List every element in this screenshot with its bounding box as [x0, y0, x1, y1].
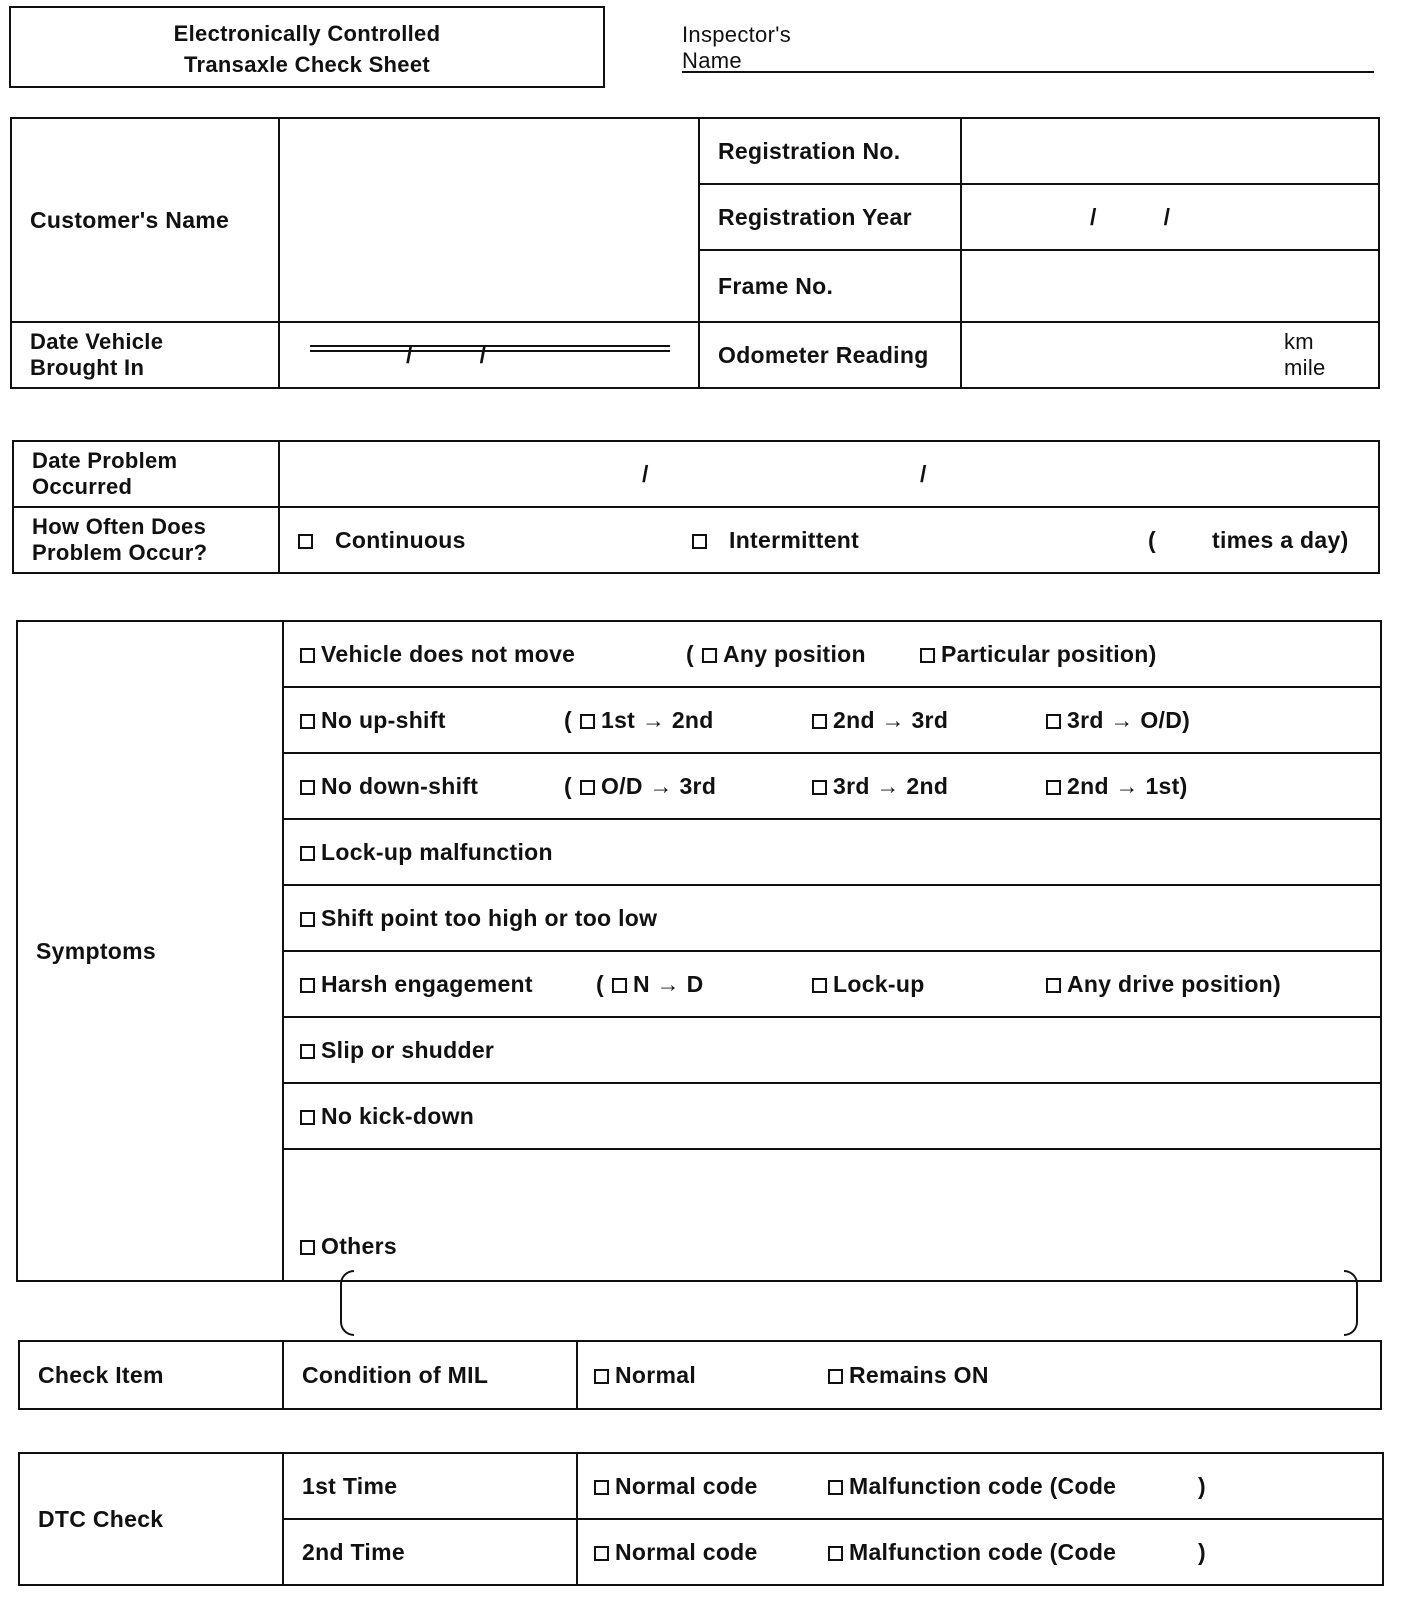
checkbox-icon[interactable] [300, 780, 315, 795]
symptom-open-paren: ( [564, 707, 572, 733]
checkbox-icon[interactable] [580, 780, 595, 795]
dtc-check-table [18, 1452, 1384, 1586]
checkbox-icon[interactable] [702, 648, 717, 663]
symptom-row [283, 885, 1381, 951]
date-slash-1: / [642, 461, 649, 487]
dtc-first-time-label: 1st Time [283, 1453, 577, 1519]
date-problem-field[interactable] [279, 441, 1379, 507]
symptom-slip-shudder[interactable]: Slip or shudder [300, 1037, 494, 1063]
symptom-option[interactable]: 1st → 2nd [580, 707, 714, 733]
checkbox-icon[interactable] [828, 1546, 843, 1561]
dtc-first-options [577, 1453, 1383, 1519]
checkbox-icon[interactable] [828, 1369, 843, 1384]
symptoms-label: Symptoms [17, 621, 283, 1281]
checkbox-icon[interactable] [300, 1044, 315, 1059]
dtc-check-label: DTC Check [19, 1453, 283, 1585]
others-open-bracket [340, 1270, 354, 1336]
symptom-row [283, 1017, 1381, 1083]
checkbox-icon[interactable] [812, 714, 827, 729]
sheet-title [9, 6, 605, 88]
inspector-name-label: Inspector's Name [682, 22, 791, 73]
symptom-option[interactable]: 3rd → O/D) [1046, 707, 1190, 733]
checkbox-icon[interactable] [692, 534, 707, 549]
mil-normal-option[interactable]: Normal [594, 1362, 696, 1388]
symptom-others[interactable]: Others [300, 1233, 397, 1259]
others-text-field[interactable] [360, 1273, 1336, 1333]
dtc-second-options [577, 1519, 1383, 1585]
symptoms-table [16, 620, 1382, 1282]
times-a-day-field[interactable]: times a day) [1212, 527, 1349, 553]
symptom-option[interactable]: 2nd → 1st) [1046, 773, 1188, 799]
symptom-option[interactable]: 3rd → 2nd [812, 773, 948, 799]
dtc-code-close-paren: ) [1198, 1539, 1206, 1565]
checkbox-icon[interactable] [812, 780, 827, 795]
frame-no-label: Frame No. [699, 250, 961, 322]
how-often-label: How Often Does Problem Occur? [13, 507, 279, 573]
inspector-name-field[interactable] [682, 71, 1374, 73]
check-item-label: Check Item [19, 1341, 283, 1409]
title-line-1: Electronically Controlled [173, 21, 441, 46]
checkbox-icon[interactable] [300, 714, 315, 729]
checkbox-icon[interactable] [300, 1110, 315, 1125]
customer-name-label: Customer's Name [11, 118, 279, 322]
symptom-row [283, 687, 1381, 753]
odometer-label: Odometer Reading [699, 322, 961, 388]
mil-remains-on-option[interactable]: Remains ON [828, 1362, 989, 1388]
unit-mile: mile [1284, 355, 1326, 380]
symptom-option[interactable]: N → D [612, 971, 704, 997]
symptom-option[interactable]: Any position [702, 641, 866, 667]
odometer-field[interactable] [961, 322, 1379, 388]
date-slash-2: / [920, 461, 927, 487]
checkbox-icon[interactable] [594, 1546, 609, 1561]
symptom-shift-point[interactable]: Shift point too high or too low [300, 905, 657, 931]
title-line-2: Transaxle Check Sheet [184, 52, 430, 77]
registration-no-field[interactable] [961, 118, 1379, 184]
customer-name-field[interactable] [279, 118, 699, 322]
registration-year-label: Registration Year [699, 184, 961, 250]
dtc-normal-code-option[interactable]: Normal code [594, 1539, 758, 1565]
symptom-option[interactable]: Particular position) [920, 641, 1157, 667]
symptom-row [283, 621, 1381, 687]
checkbox-icon[interactable] [594, 1480, 609, 1495]
checkbox-icon[interactable] [580, 714, 595, 729]
unit-km: km [1284, 329, 1314, 354]
checkbox-icon[interactable] [1046, 780, 1061, 795]
symptom-open-paren: ( [686, 641, 694, 667]
problem-table [12, 440, 1380, 574]
symptom-no-upshift[interactable]: No up-shift [300, 707, 446, 733]
check-item-table [18, 1340, 1382, 1410]
registration-year-field[interactable]: / / [961, 184, 1379, 250]
dtc-malfunction-code-option[interactable]: Malfunction code (Code [828, 1473, 1116, 1499]
mil-options [577, 1341, 1381, 1409]
checkbox-icon[interactable] [1046, 978, 1061, 993]
symptom-open-paren: ( [596, 971, 604, 997]
checkbox-icon[interactable] [300, 978, 315, 993]
symptom-lockup-malfunction[interactable]: Lock-up malfunction [300, 839, 553, 865]
checkbox-icon[interactable] [300, 912, 315, 927]
checkbox-icon[interactable] [298, 534, 313, 549]
frame-no-field[interactable] [961, 250, 1379, 322]
option-continuous[interactable]: Continuous [298, 527, 466, 553]
dtc-code-close-paren: ) [1198, 1473, 1206, 1499]
vehicle-info-table [10, 117, 1380, 389]
symptom-no-move[interactable]: Vehicle does not move [300, 641, 575, 667]
symptom-row [283, 753, 1381, 819]
symptom-harsh-engagement[interactable]: Harsh engagement [300, 971, 533, 997]
symptom-row [283, 819, 1381, 885]
checkbox-icon[interactable] [612, 978, 627, 993]
symptom-no-kickdown[interactable]: No kick-down [300, 1103, 474, 1129]
checkbox-icon[interactable] [920, 648, 935, 663]
checkbox-icon[interactable] [812, 978, 827, 993]
customer-name-underline [310, 345, 670, 352]
symptom-option[interactable]: 2nd → 3rd [812, 707, 948, 733]
checkbox-icon[interactable] [1046, 714, 1061, 729]
symptom-no-downshift[interactable]: No down-shift [300, 773, 478, 799]
symptom-row-others [283, 1149, 1381, 1281]
others-close-bracket [1344, 1270, 1358, 1336]
date-problem-label: Date Problem Occurred [13, 441, 279, 507]
symptom-option[interactable]: Any drive position) [1046, 971, 1281, 997]
checkbox-icon[interactable] [300, 1240, 315, 1255]
condition-mil-label: Condition of MIL [283, 1341, 577, 1409]
dtc-second-time-label: 2nd Time [283, 1519, 577, 1585]
checkbox-icon[interactable] [828, 1480, 843, 1495]
symptom-option[interactable]: Lock-up [812, 971, 925, 997]
dtc-normal-code-option[interactable]: Normal code [594, 1473, 758, 1499]
how-often-field [279, 507, 1379, 573]
checkbox-icon[interactable] [300, 846, 315, 861]
date-brought-in-field[interactable]: / / [279, 322, 699, 388]
checkbox-icon[interactable] [594, 1369, 609, 1384]
date-brought-in-label: Date Vehicle Brought In [11, 322, 279, 388]
option-intermittent[interactable]: Intermittent [692, 527, 859, 553]
registration-no-label: Registration No. [699, 118, 961, 184]
symptom-open-paren: ( [564, 773, 572, 799]
symptom-option[interactable]: O/D → 3rd [580, 773, 716, 799]
checkbox-icon[interactable] [300, 648, 315, 663]
symptom-row [283, 951, 1381, 1017]
dtc-malfunction-code-option[interactable]: Malfunction code (Code [828, 1539, 1116, 1565]
times-open-paren: ( [1148, 527, 1156, 553]
symptom-row [283, 1083, 1381, 1149]
